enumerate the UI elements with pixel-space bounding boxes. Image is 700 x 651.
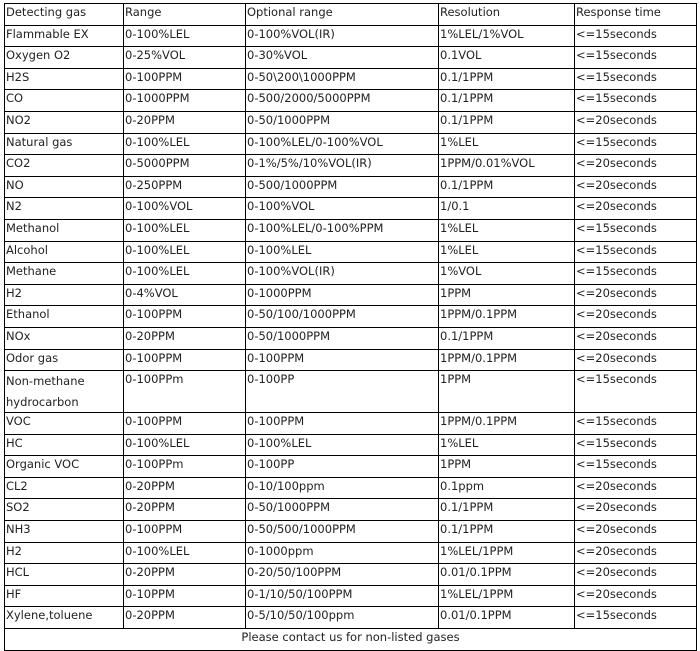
cell-response-time: <=20seconds	[575, 198, 697, 220]
cell-resolution: 1PPM	[439, 456, 575, 478]
cell-resolution: 1%LEL/1%VOL	[439, 25, 575, 47]
cell-detecting-gas: Oxygen O2	[5, 47, 124, 69]
table-row	[5, 564, 697, 586]
cell-resolution: 1%LEL	[439, 434, 575, 456]
cell-resolution: 0.1/1PPM	[439, 68, 575, 90]
cell-detecting-gas: HCL	[5, 564, 124, 586]
cell-optional-range: 0-100%LEL/0-100%PPM	[246, 219, 439, 241]
cell-resolution: 0.1/1PPM	[439, 111, 575, 133]
table-row	[5, 47, 697, 69]
cell-range: 0-25%VOL	[124, 47, 246, 69]
table-row	[5, 68, 697, 90]
cell-response-time: <=15seconds	[575, 241, 697, 263]
cell-detecting-gas: Natural gas	[5, 133, 124, 155]
cell-optional-range: 0-100PP	[246, 456, 439, 478]
cell-optional-range: 0-100PPM	[246, 349, 439, 371]
cell-range: 0-20PPM	[124, 477, 246, 499]
table-row	[5, 198, 697, 220]
cell-optional-range: 0-100%VOL(IR)	[246, 263, 439, 285]
cell-response-time: <=15seconds	[575, 434, 697, 456]
cell-optional-range: 0-100PP	[246, 371, 439, 413]
cell-response-time: <=20seconds	[575, 111, 697, 133]
cell-detecting-gas: Flammable EX	[5, 25, 124, 47]
cell-resolution: 0.1/1PPM	[439, 327, 575, 349]
cell-detecting-gas: Ethanol	[5, 306, 124, 328]
cell-resolution: 1%LEL	[439, 133, 575, 155]
cell-resolution: 0.1ppm	[439, 477, 575, 499]
cell-optional-range: 0-1000PPM	[246, 284, 439, 306]
cell-range: 0-100%LEL	[124, 241, 246, 263]
header-row	[5, 4, 697, 26]
cell-optional-range: 0-100%LEL	[246, 241, 439, 263]
cell-range: 0-100%LEL	[124, 434, 246, 456]
cell-range: 0-20PPM	[124, 111, 246, 133]
cell-optional-range: 0-10/100ppm	[246, 477, 439, 499]
table-row	[5, 90, 697, 112]
cell-resolution: 0.1/1PPM	[439, 176, 575, 198]
table-row	[5, 155, 697, 177]
cell-optional-range: 0-50/1000PPM	[246, 499, 439, 521]
cell-response-time: <=20seconds	[575, 284, 697, 306]
cell-detecting-gas: H2	[5, 284, 124, 306]
table-row	[5, 176, 697, 198]
table-row	[5, 263, 697, 285]
table-row	[5, 371, 697, 413]
cell-range: 0-100PPM	[124, 306, 246, 328]
table-body	[5, 25, 697, 628]
cell-range: 0-100%LEL	[124, 25, 246, 47]
cell-optional-range: 0-50/1000PPM	[246, 111, 439, 133]
cell-detecting-gas: CO2	[5, 155, 124, 177]
cell-range: 0-5000PPM	[124, 155, 246, 177]
cell-resolution: 1%VOL	[439, 263, 575, 285]
cell-optional-range: 0-50/500/1000PPM	[246, 521, 439, 543]
cell-resolution: 0.01/0.1PPM	[439, 564, 575, 586]
cell-response-time: <=20seconds	[575, 499, 697, 521]
cell-optional-range: 0-100%LEL	[246, 434, 439, 456]
cell-range: 0-100%LEL	[124, 263, 246, 285]
cell-response-time: <=20seconds	[575, 349, 697, 371]
cell-detecting-gas: Non-methane hydrocarbon	[5, 371, 124, 413]
cell-response-time: <=15seconds	[575, 25, 697, 47]
table-row	[5, 219, 697, 241]
cell-range: 0-100%LEL	[124, 219, 246, 241]
cell-response-time: <=15seconds	[575, 263, 697, 285]
cell-optional-range: 0-5/10/50/100ppm	[246, 607, 439, 629]
cell-detecting-gas: N2	[5, 198, 124, 220]
cell-range: 0-100PPm	[124, 456, 246, 478]
cell-optional-range: 0-100PPM	[246, 413, 439, 435]
cell-detecting-gas: NOx	[5, 327, 124, 349]
cell-range: 0-100PPM	[124, 349, 246, 371]
cell-resolution: 0.1/1PPM	[439, 499, 575, 521]
cell-detecting-gas: NH3	[5, 521, 124, 543]
table-row	[5, 477, 697, 499]
cell-range: 0-100PPM	[124, 68, 246, 90]
cell-response-time: <=20seconds	[575, 176, 697, 198]
gas-detection-table	[4, 3, 697, 651]
cell-range: 0-20PPM	[124, 499, 246, 521]
table-row	[5, 434, 697, 456]
cell-resolution: 1/0.1	[439, 198, 575, 220]
table-footer	[5, 629, 697, 651]
cell-response-time: <=15seconds	[575, 90, 697, 112]
table-header	[5, 4, 697, 26]
cell-range: 0-100%VOL	[124, 198, 246, 220]
cell-range: 0-100PPM	[124, 521, 246, 543]
cell-detecting-gas: Xylene,toluene	[5, 607, 124, 629]
cell-resolution: 1%LEL	[439, 219, 575, 241]
footer-note: Please contact us for non-listed gases	[5, 629, 697, 651]
cell-optional-range: 0-500/1000PPM	[246, 176, 439, 198]
cell-detecting-gas: Methane	[5, 263, 124, 285]
cell-resolution: 1%LEL/1PPM	[439, 542, 575, 564]
cell-resolution: 0.1/1PPM	[439, 90, 575, 112]
cell-range: 0-20PPM	[124, 607, 246, 629]
table-row	[5, 349, 697, 371]
table-row	[5, 607, 697, 629]
cell-resolution: 1PPM/0.1PPM	[439, 349, 575, 371]
table-row	[5, 241, 697, 263]
cell-optional-range: 0-30%VOL	[246, 47, 439, 69]
cell-range: 0-100%LEL	[124, 133, 246, 155]
cell-response-time: <=15seconds	[575, 371, 697, 413]
cell-response-time: <=20seconds	[575, 564, 697, 586]
cell-optional-range: 0-1%/5%/10%VOL(IR)	[246, 155, 439, 177]
cell-optional-range: 0-100%VOL	[246, 198, 439, 220]
cell-optional-range: 0-20/50/100PPM	[246, 564, 439, 586]
cell-detecting-gas: Alcohol	[5, 241, 124, 263]
cell-resolution: 1PPM	[439, 371, 575, 413]
cell-response-time: <=20seconds	[575, 306, 697, 328]
cell-response-time: <=20seconds	[575, 521, 697, 543]
cell-detecting-gas: Odor gas	[5, 349, 124, 371]
table-row	[5, 306, 697, 328]
cell-detecting-gas: HF	[5, 585, 124, 607]
cell-response-time: <=15seconds	[575, 133, 697, 155]
cell-optional-range: 0-1/10/50/100PPM	[246, 585, 439, 607]
cell-resolution: 1PPM/0.01%VOL	[439, 155, 575, 177]
cell-detecting-gas: CL2	[5, 477, 124, 499]
cell-resolution: 0.1VOL	[439, 47, 575, 69]
cell-optional-range: 0-1000ppm	[246, 542, 439, 564]
cell-resolution: 1%LEL/1PPM	[439, 585, 575, 607]
cell-range: 0-100PPM	[124, 413, 246, 435]
cell-detecting-gas: NO2	[5, 111, 124, 133]
header-resolution: Resolution	[439, 4, 575, 26]
table-row	[5, 456, 697, 478]
table-row	[5, 585, 697, 607]
cell-optional-range: 0-50\200\1000PPM	[246, 68, 439, 90]
cell-optional-range: 0-500/2000/5000PPM	[246, 90, 439, 112]
cell-response-time: <=20seconds	[575, 585, 697, 607]
cell-resolution: 1PPM/0.1PPM	[439, 413, 575, 435]
cell-response-time: <=20seconds	[575, 477, 697, 499]
cell-optional-range: 0-100%VOL(IR)	[246, 25, 439, 47]
cell-optional-range: 0-50/1000PPM	[246, 327, 439, 349]
cell-range: 0-4%VOL	[124, 284, 246, 306]
cell-range: 0-250PPM	[124, 176, 246, 198]
cell-response-time: <=15seconds	[575, 456, 697, 478]
cell-detecting-gas: Methanol	[5, 219, 124, 241]
cell-detecting-gas: Organic VOC	[5, 456, 124, 478]
table-row	[5, 327, 697, 349]
table-row	[5, 111, 697, 133]
table-row	[5, 499, 697, 521]
cell-resolution: 1PPM	[439, 284, 575, 306]
cell-resolution: 0.01/0.1PPM	[439, 607, 575, 629]
cell-response-time: <=15seconds	[575, 413, 697, 435]
table-row	[5, 25, 697, 47]
cell-response-time: <=15seconds	[575, 68, 697, 90]
header-range: Range	[124, 4, 246, 26]
cell-optional-range: 0-100%LEL/0-100%VOL	[246, 133, 439, 155]
header-response-time: Response time	[575, 4, 697, 26]
header-optional-range: Optional range	[246, 4, 439, 26]
cell-range: 0-1000PPM	[124, 90, 246, 112]
table-row	[5, 542, 697, 564]
header-detecting-gas: Detecting gas	[5, 4, 124, 26]
cell-response-time: <=15seconds	[575, 607, 697, 629]
cell-detecting-gas: VOC	[5, 413, 124, 435]
cell-range: 0-100PPm	[124, 371, 246, 413]
cell-response-time: <=20seconds	[575, 327, 697, 349]
cell-resolution: 0.1/1PPM	[439, 521, 575, 543]
cell-range: 0-20PPM	[124, 564, 246, 586]
cell-optional-range: 0-50/100/1000PPM	[246, 306, 439, 328]
cell-resolution: 1%LEL	[439, 241, 575, 263]
table-row	[5, 133, 697, 155]
cell-detecting-gas: HC	[5, 434, 124, 456]
cell-range: 0-20PPM	[124, 327, 246, 349]
cell-response-time: <=20seconds	[575, 542, 697, 564]
table-row	[5, 521, 697, 543]
table-row	[5, 284, 697, 306]
cell-resolution: 1PPM/0.1PPM	[439, 306, 575, 328]
cell-response-time: <=20seconds	[575, 155, 697, 177]
cell-detecting-gas: H2	[5, 542, 124, 564]
cell-range: 0-10PPM	[124, 585, 246, 607]
cell-detecting-gas: CO	[5, 90, 124, 112]
cell-detecting-gas: H2S	[5, 68, 124, 90]
cell-detecting-gas: NO	[5, 176, 124, 198]
cell-response-time: <=15seconds	[575, 219, 697, 241]
cell-detecting-gas: SO2	[5, 499, 124, 521]
footer-row	[5, 629, 697, 651]
table-row	[5, 413, 697, 435]
cell-response-time: <=15seconds	[575, 47, 697, 69]
cell-range: 0-100%LEL	[124, 542, 246, 564]
